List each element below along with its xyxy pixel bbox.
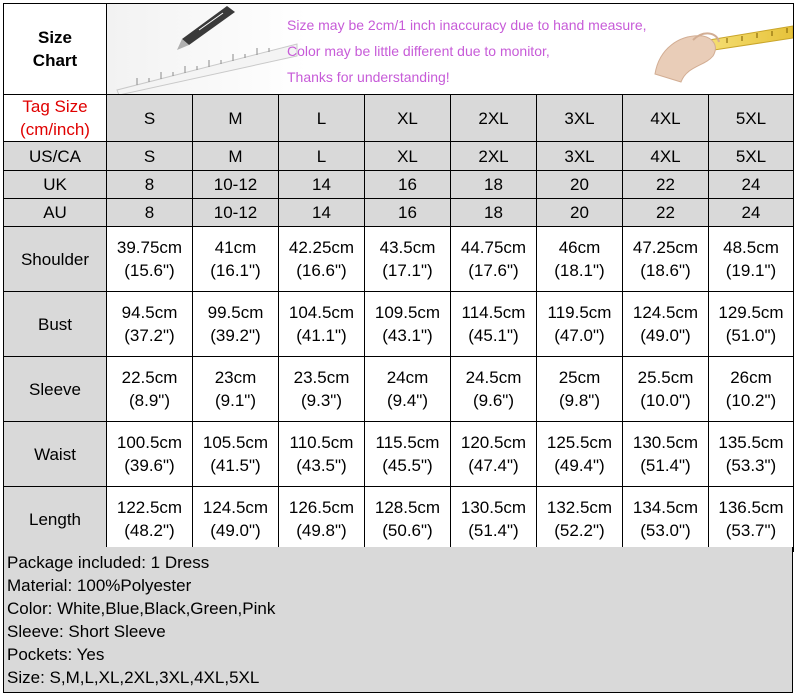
waist-value-cell [107, 422, 193, 487]
note-hand-measure: Size may be 2cm/1 inch inaccuracy due to hand measure, [287, 17, 647, 33]
inch-value: (10.2") [725, 391, 777, 410]
material-line: Material: 100%Polyester [7, 576, 192, 595]
waist-value-cell [193, 422, 279, 487]
cm-value: 115.5cm [375, 433, 440, 452]
bust-row [4, 292, 794, 357]
au-size-cell: 24 [709, 199, 794, 227]
length-value-cell [365, 487, 451, 552]
tag-size-label-line1: Tag Size [22, 97, 88, 116]
cm-value: 130.5cm [632, 433, 699, 452]
shoulder-value-cell [537, 227, 623, 292]
tag-size-label-line2: (cm/inch) [20, 120, 90, 139]
shoulder-value-cell [451, 227, 537, 292]
inch-value: (49.8") [296, 521, 347, 540]
us-ca-label: US/CA [4, 142, 107, 171]
bust-value-cell [623, 292, 709, 357]
cm-value: 126.5cm [288, 498, 355, 517]
inch-value: (53.7") [725, 521, 777, 540]
au-size-cell: 14 [279, 199, 365, 227]
sleeve-line: Sleeve: Short Sleeve [7, 622, 166, 641]
waist-value-cell [365, 422, 451, 487]
measurement-banner [107, 4, 794, 95]
length-row [4, 487, 794, 552]
shoulder-value-cell [107, 227, 193, 292]
length-label: Length [4, 487, 107, 552]
waist-value-cell [537, 422, 623, 487]
inch-value: (16.6") [296, 261, 347, 280]
inch-value: (51.4") [640, 456, 691, 475]
cm-value: 129.5cm [718, 303, 784, 322]
cm-value: 42.25cm [288, 238, 355, 257]
us-ca-size-cell: 4XL [623, 142, 709, 171]
tag-size-label [4, 95, 107, 142]
inch-value: (43.5") [296, 456, 347, 475]
us-ca-size-row [4, 142, 794, 171]
bust-value-cell [709, 292, 794, 357]
cm-value: 44.75cm [460, 238, 527, 257]
sleeve-value-cell [451, 357, 537, 422]
bust-value-cell [279, 292, 365, 357]
tag-size-cell: M [193, 95, 279, 142]
inch-value: (9.1") [215, 391, 256, 410]
inch-value: (9.4") [387, 391, 428, 410]
tag-size-cell: S [107, 95, 193, 142]
au-size-cell: 22 [623, 199, 709, 227]
cm-value: 23cm [214, 368, 257, 387]
cm-value: 130.5cm [460, 498, 527, 517]
shoulder-value-cell [709, 227, 794, 292]
inch-value: (51.4") [468, 521, 519, 540]
shoulder-value-cell [193, 227, 279, 292]
note-monitor-color: Color may be little different due to monitor, [287, 43, 550, 59]
sleeve-row [4, 357, 794, 422]
cm-value: 134.5cm [632, 498, 699, 517]
cm-value: 46cm [558, 238, 601, 257]
uk-size-cell: 18 [451, 171, 537, 199]
waist-row [4, 422, 794, 487]
cm-value: 100.5cm [116, 433, 183, 452]
title-line-2: Chart [32, 51, 78, 70]
uk-size-cell: 16 [365, 171, 451, 199]
sleeve-value-cell [107, 357, 193, 422]
title-line-1: Size [37, 28, 73, 47]
inch-value: (53.3") [725, 456, 777, 475]
uk-size-cell: 10-12 [193, 171, 279, 199]
inch-value: (37.2") [124, 326, 175, 345]
size-chart-title [4, 4, 107, 95]
inch-value: (51.0") [725, 326, 777, 345]
inch-value: (17.6") [468, 261, 519, 280]
us-ca-size-cell: S [107, 142, 193, 171]
tag-size-cell: L [279, 95, 365, 142]
sleeve-value-cell [537, 357, 623, 422]
sleeve-value-cell [623, 357, 709, 422]
cm-value: 25cm [558, 368, 601, 387]
cm-value: 124.5cm [202, 498, 269, 517]
cm-value: 120.5cm [460, 433, 527, 452]
bust-value-cell [537, 292, 623, 357]
uk-size-cell: 14 [279, 171, 365, 199]
tag-size-cell: 5XL [709, 95, 794, 142]
note-thanks: Thanks for understanding! [287, 69, 450, 85]
inch-value: (48.2") [124, 521, 175, 540]
uk-size-row [4, 171, 794, 199]
bust-value-cell [365, 292, 451, 357]
size-list-line: Size: S,M,L,XL,2XL,3XL,4XL,5XL [7, 668, 260, 687]
tag-size-row [4, 95, 794, 142]
cm-value: 125.5cm [546, 433, 613, 452]
length-value-cell [193, 487, 279, 552]
au-size-cell: 20 [537, 199, 623, 227]
cm-value: 41cm [214, 238, 257, 257]
inch-value: (8.9") [129, 391, 170, 410]
bust-label: Bust [4, 292, 107, 357]
au-size-cell: 10-12 [193, 199, 279, 227]
inch-value: (49.0") [640, 326, 691, 345]
shoulder-label: Shoulder [4, 227, 107, 292]
sleeve-value-cell [193, 357, 279, 422]
inch-value: (16.1") [210, 261, 261, 280]
cm-value: 132.5cm [546, 498, 613, 517]
inch-value: (19.1") [725, 261, 777, 280]
au-size-cell: 18 [451, 199, 537, 227]
sleeve-value-cell [365, 357, 451, 422]
measuring-tape-icon [655, 26, 793, 82]
uk-size-cell: 24 [709, 171, 794, 199]
cm-value: 119.5cm [547, 303, 612, 322]
sleeve-value-cell [279, 357, 365, 422]
cm-value: 48.5cm [723, 238, 779, 257]
inch-value: (50.6") [382, 521, 433, 540]
cm-value: 99.5cm [207, 303, 264, 322]
uk-size-cell: 20 [537, 171, 623, 199]
waist-value-cell [623, 422, 709, 487]
shoulder-value-cell [623, 227, 709, 292]
us-ca-size-cell: XL [365, 142, 451, 171]
cm-value: 24.5cm [465, 368, 522, 387]
inch-value: (47.0") [554, 326, 605, 345]
cm-value: 39.75cm [116, 238, 183, 257]
inch-value: (41.1") [296, 326, 347, 345]
size-chart-table [3, 3, 794, 552]
cm-value: 94.5cm [121, 303, 178, 322]
shoulder-value-cell [279, 227, 365, 292]
inch-value: (52.2") [554, 521, 605, 540]
us-ca-size-cell: 5XL [709, 142, 794, 171]
inch-value: (49.4") [554, 456, 605, 475]
cm-value: 24cm [386, 368, 429, 387]
color-line: Color: White,Blue,Black,Green,Pink [7, 599, 276, 618]
inch-value: (49.0") [210, 521, 261, 540]
au-size-cell: 16 [365, 199, 451, 227]
us-ca-size-cell: L [279, 142, 365, 171]
cm-value: 110.5cm [289, 433, 354, 452]
cm-value: 122.5cm [116, 498, 183, 517]
length-value-cell [709, 487, 794, 552]
package-info [3, 547, 793, 693]
cm-value: 136.5cm [718, 498, 784, 517]
cm-value: 128.5cm [374, 498, 441, 517]
shoulder-row [4, 227, 794, 292]
bust-value-cell [193, 292, 279, 357]
tag-size-cell: 2XL [451, 95, 537, 142]
au-size-cell: 8 [107, 199, 193, 227]
cm-value: 43.5cm [379, 238, 436, 257]
length-value-cell [537, 487, 623, 552]
uk-size-cell: 8 [107, 171, 193, 199]
sleeve-label: Sleeve [4, 357, 107, 422]
sleeve-value-cell [709, 357, 794, 422]
length-value-cell [107, 487, 193, 552]
inch-value: (9.8") [559, 391, 600, 410]
uk-label: UK [4, 171, 107, 199]
inch-value: (45.1") [468, 326, 519, 345]
cm-value: 25.5cm [637, 368, 694, 387]
inch-value: (17.1") [382, 261, 433, 280]
banner-notes [287, 12, 647, 90]
cm-value: 23.5cm [293, 368, 350, 387]
cm-value: 135.5cm [718, 433, 784, 452]
length-value-cell [279, 487, 365, 552]
inch-value: (18.6") [640, 261, 691, 280]
header-row [4, 4, 794, 95]
cm-value: 47.25cm [632, 238, 699, 257]
length-value-cell [623, 487, 709, 552]
inch-value: (39.6") [124, 456, 175, 475]
inch-value: (10.0") [640, 391, 691, 410]
us-ca-size-cell: 2XL [451, 142, 537, 171]
us-ca-size-cell: 3XL [537, 142, 623, 171]
inch-value: (43.1") [382, 326, 433, 345]
tag-size-cell: XL [365, 95, 451, 142]
inch-value: (45.5") [382, 456, 433, 475]
inch-value: (39.2") [210, 326, 261, 345]
shoulder-value-cell [365, 227, 451, 292]
cm-value: 26cm [730, 368, 772, 387]
waist-value-cell [709, 422, 794, 487]
package-included-line: Package included: 1 Dress [7, 553, 210, 572]
inch-value: (9.3") [301, 391, 342, 410]
pockets-line: Pockets: Yes [7, 645, 105, 664]
inch-value: (9.6") [473, 391, 514, 410]
bust-value-cell [107, 292, 193, 357]
bust-value-cell [451, 292, 537, 357]
cm-value: 22.5cm [121, 368, 178, 387]
cm-value: 109.5cm [374, 303, 441, 322]
inch-value: (15.6") [124, 261, 175, 280]
uk-size-cell: 22 [623, 171, 709, 199]
cm-value: 105.5cm [202, 433, 269, 452]
au-size-row [4, 199, 794, 227]
waist-value-cell [279, 422, 365, 487]
au-label: AU [4, 199, 107, 227]
tag-size-cell: 3XL [537, 95, 623, 142]
us-ca-size-cell: M [193, 142, 279, 171]
inch-value: (18.1") [554, 261, 605, 280]
inch-value: (47.4") [468, 456, 519, 475]
tag-size-cell: 4XL [623, 95, 709, 142]
length-value-cell [451, 487, 537, 552]
inch-value: (53.0") [640, 521, 691, 540]
inch-value: (41.5") [210, 456, 261, 475]
waist-label: Waist [4, 422, 107, 487]
cm-value: 124.5cm [632, 303, 699, 322]
cm-value: 104.5cm [288, 303, 355, 322]
waist-value-cell [451, 422, 537, 487]
cm-value: 114.5cm [461, 303, 526, 322]
